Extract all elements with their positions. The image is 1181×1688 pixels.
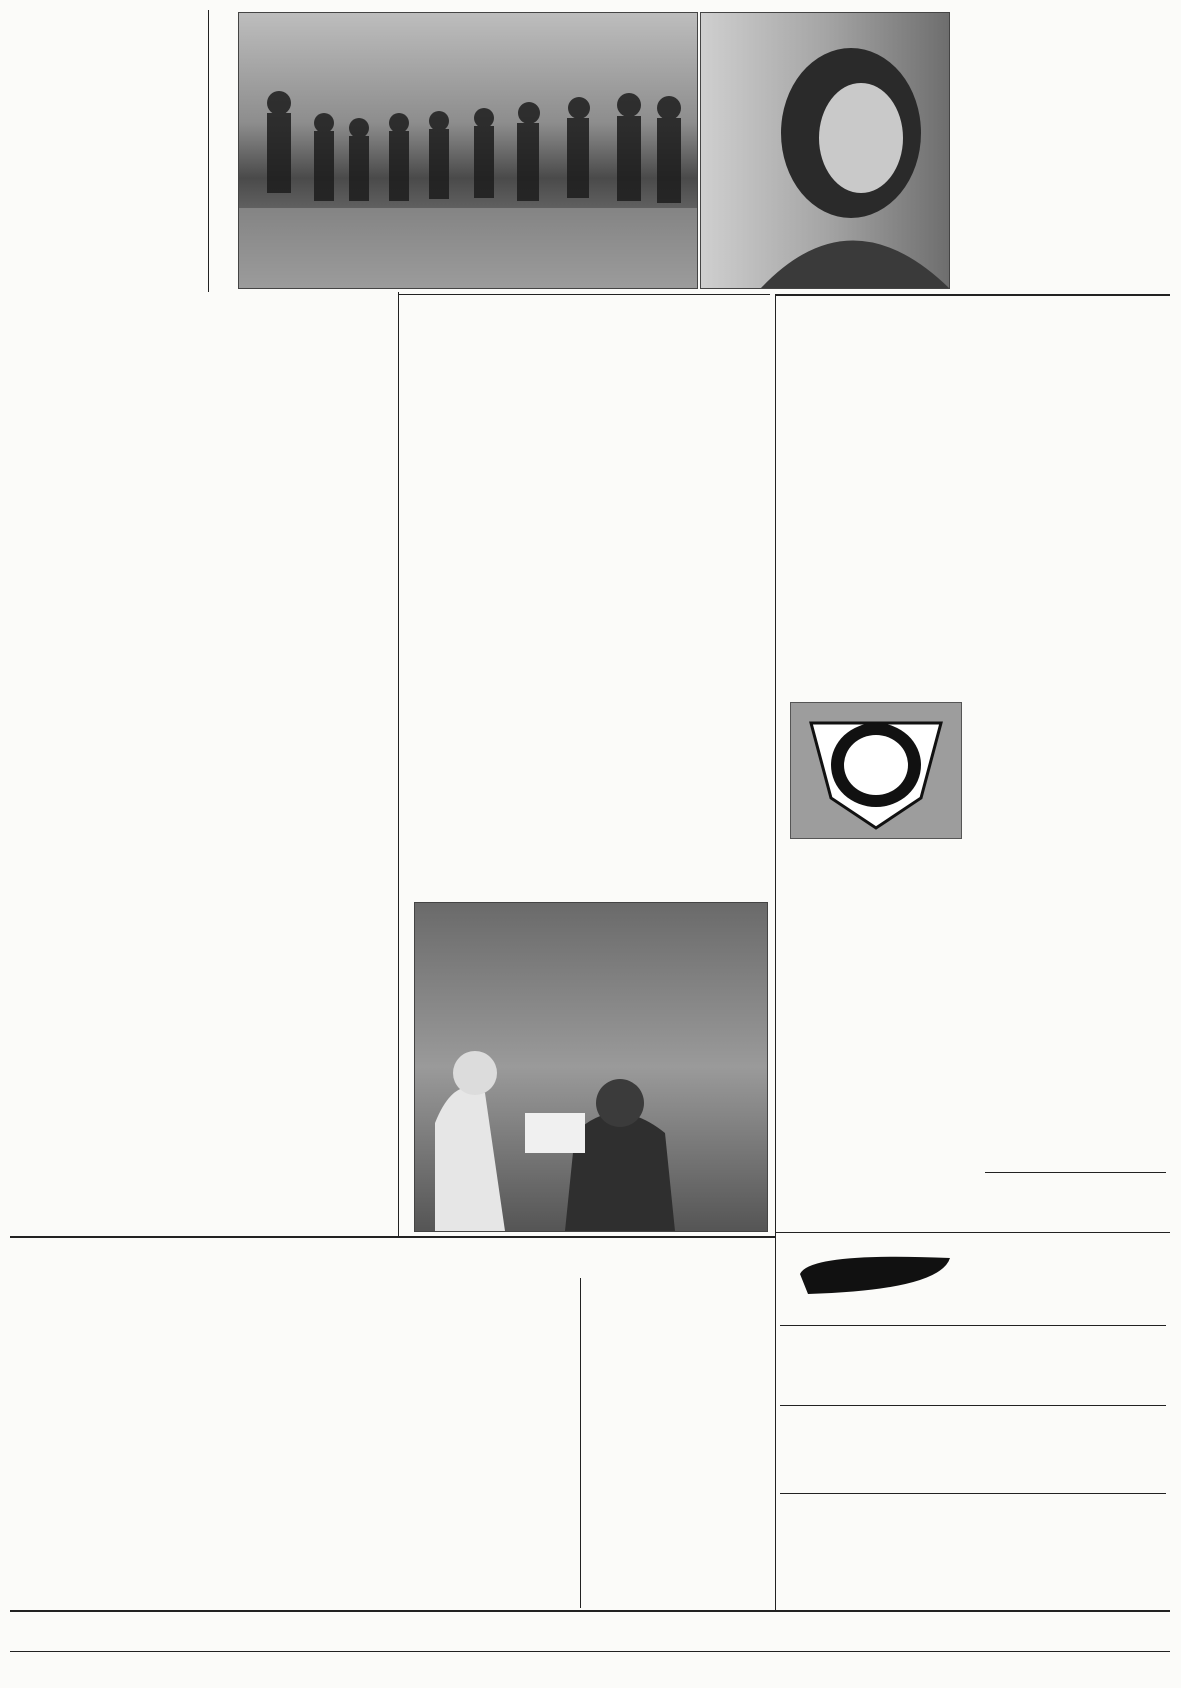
footer-rule — [10, 1610, 1170, 1612]
good-people-col-3 — [398, 1310, 578, 1608]
diploma-award-photo — [414, 902, 768, 1232]
section-rule — [780, 1405, 1166, 1406]
kino-logo-icon — [790, 1246, 960, 1302]
sport-emblem — [790, 702, 962, 839]
children-group-illustration — [239, 13, 697, 288]
section-rule — [775, 294, 1170, 296]
section-rule — [985, 1172, 1166, 1173]
column-rule — [775, 1236, 776, 1611]
exhibition-col-2 — [982, 345, 1166, 700]
column-rule — [398, 292, 399, 1237]
woman-portrait-illustration — [701, 13, 949, 288]
editorial-side-text — [16, 312, 148, 438]
good-people-col-4 — [585, 1278, 765, 1578]
column-rule — [775, 296, 776, 1236]
section-rule — [10, 1236, 775, 1238]
drivers-wanted-ad — [790, 1500, 1166, 1600]
canteen-office-text — [790, 1362, 1166, 1398]
football-col-1 — [790, 844, 966, 1219]
cinema-listing — [985, 1248, 1167, 1308]
section-rule — [780, 1325, 1166, 1326]
editorial-intro — [16, 12, 206, 312]
award-scene-illustration — [415, 903, 767, 1231]
football-intro — [978, 770, 1166, 844]
column-rule — [208, 10, 209, 292]
good-people-col-1 — [16, 1310, 202, 1608]
exhibition-col-1 — [785, 345, 973, 700]
woman-headscarf-photo — [700, 12, 950, 289]
football-col-2 — [978, 844, 1166, 1126]
column-rule — [580, 1278, 581, 1608]
courtyard-children-photo — [238, 12, 698, 289]
fire-article-body — [990, 79, 1164, 244]
apartment-exchange-ad — [790, 1412, 1166, 1484]
section-rule — [780, 1493, 1166, 1494]
sport-badge-icon — [791, 703, 961, 838]
courtyard-festival-body — [410, 343, 766, 779]
footer-rule — [10, 1651, 1170, 1652]
section-rule — [775, 1232, 1170, 1233]
editorial-headline — [155, 305, 397, 435]
kino-logo — [790, 1246, 960, 1302]
good-people-col-2 — [210, 1310, 390, 1608]
section-rule — [398, 294, 770, 295]
